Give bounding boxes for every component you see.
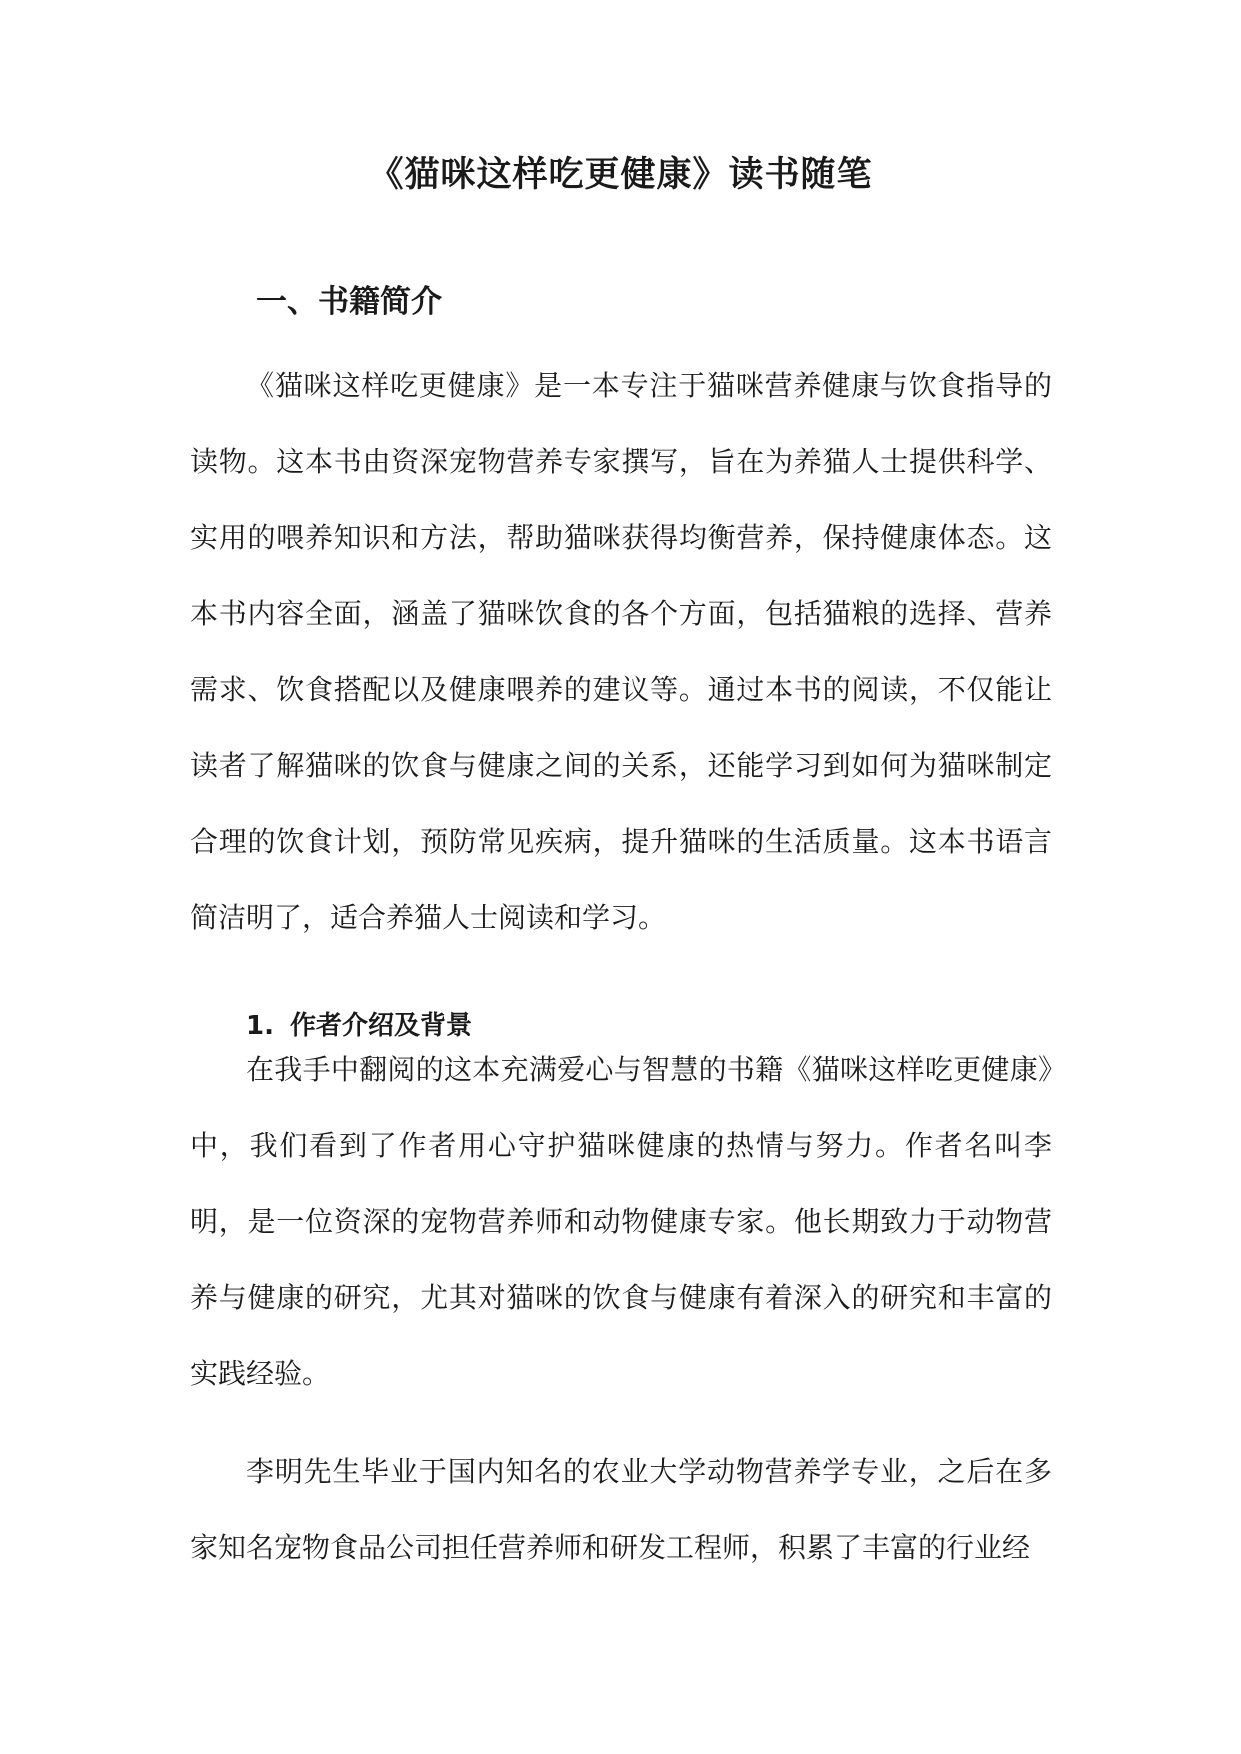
subsection-number: 1.	[246, 1011, 274, 1041]
section-heading-book-intro: 一、书籍简介	[256, 284, 442, 320]
author-paragraph-2: 李明先生毕业于国内知名的农业大学动物营养学专业，之后在多家知名宠物食品公司担任营养师和研发工程师，积累了丰富的行业经	[190, 1455, 1052, 1564]
document-title: 《猫咪这样吃更健康》读书随笔	[368, 155, 873, 195]
book-intro-paragraph: 《猫咪这样吃更健康》是一本专注于猫咪营养健康与饮食指导的读物。这本书由资深宠物营养专家撰写，旨在为养猫人士提供科学、实用的喂养知识和方法，帮助猫咪获得均衡营养，保持健康体态。这本书内容全面，涵盖了猫咪饮食的各个方面，包括猫粮的选择、营养需求、饮食搭配以及健康喂养的建议等。通过本书的阅读，不仅能让读者了解猫咪的饮食与健康之间的关系，还能学习到如何为猫咪制定合理的饮食计划，预防常见疾病，提升猫咪的生活质量。这本书语言简洁明了，适合养猫人士阅读和学习。	[190, 369, 1052, 934]
author-paragraph-1: 在我手中翻阅的这本充满爱心与智慧的书籍《猫咪这样吃更健康》中，我们看到了作者用心守护猫咪健康的热情与努力。作者名叫李明，是一位资深的宠物营养师和动物健康专家。他长期致力于动物营养与健康的研究，尤其对猫咪的饮食与健康有着深入的研究和丰富的实践经验。	[190, 1053, 1052, 1390]
subsection-heading-text: 作者介绍及背景	[290, 1011, 473, 1041]
